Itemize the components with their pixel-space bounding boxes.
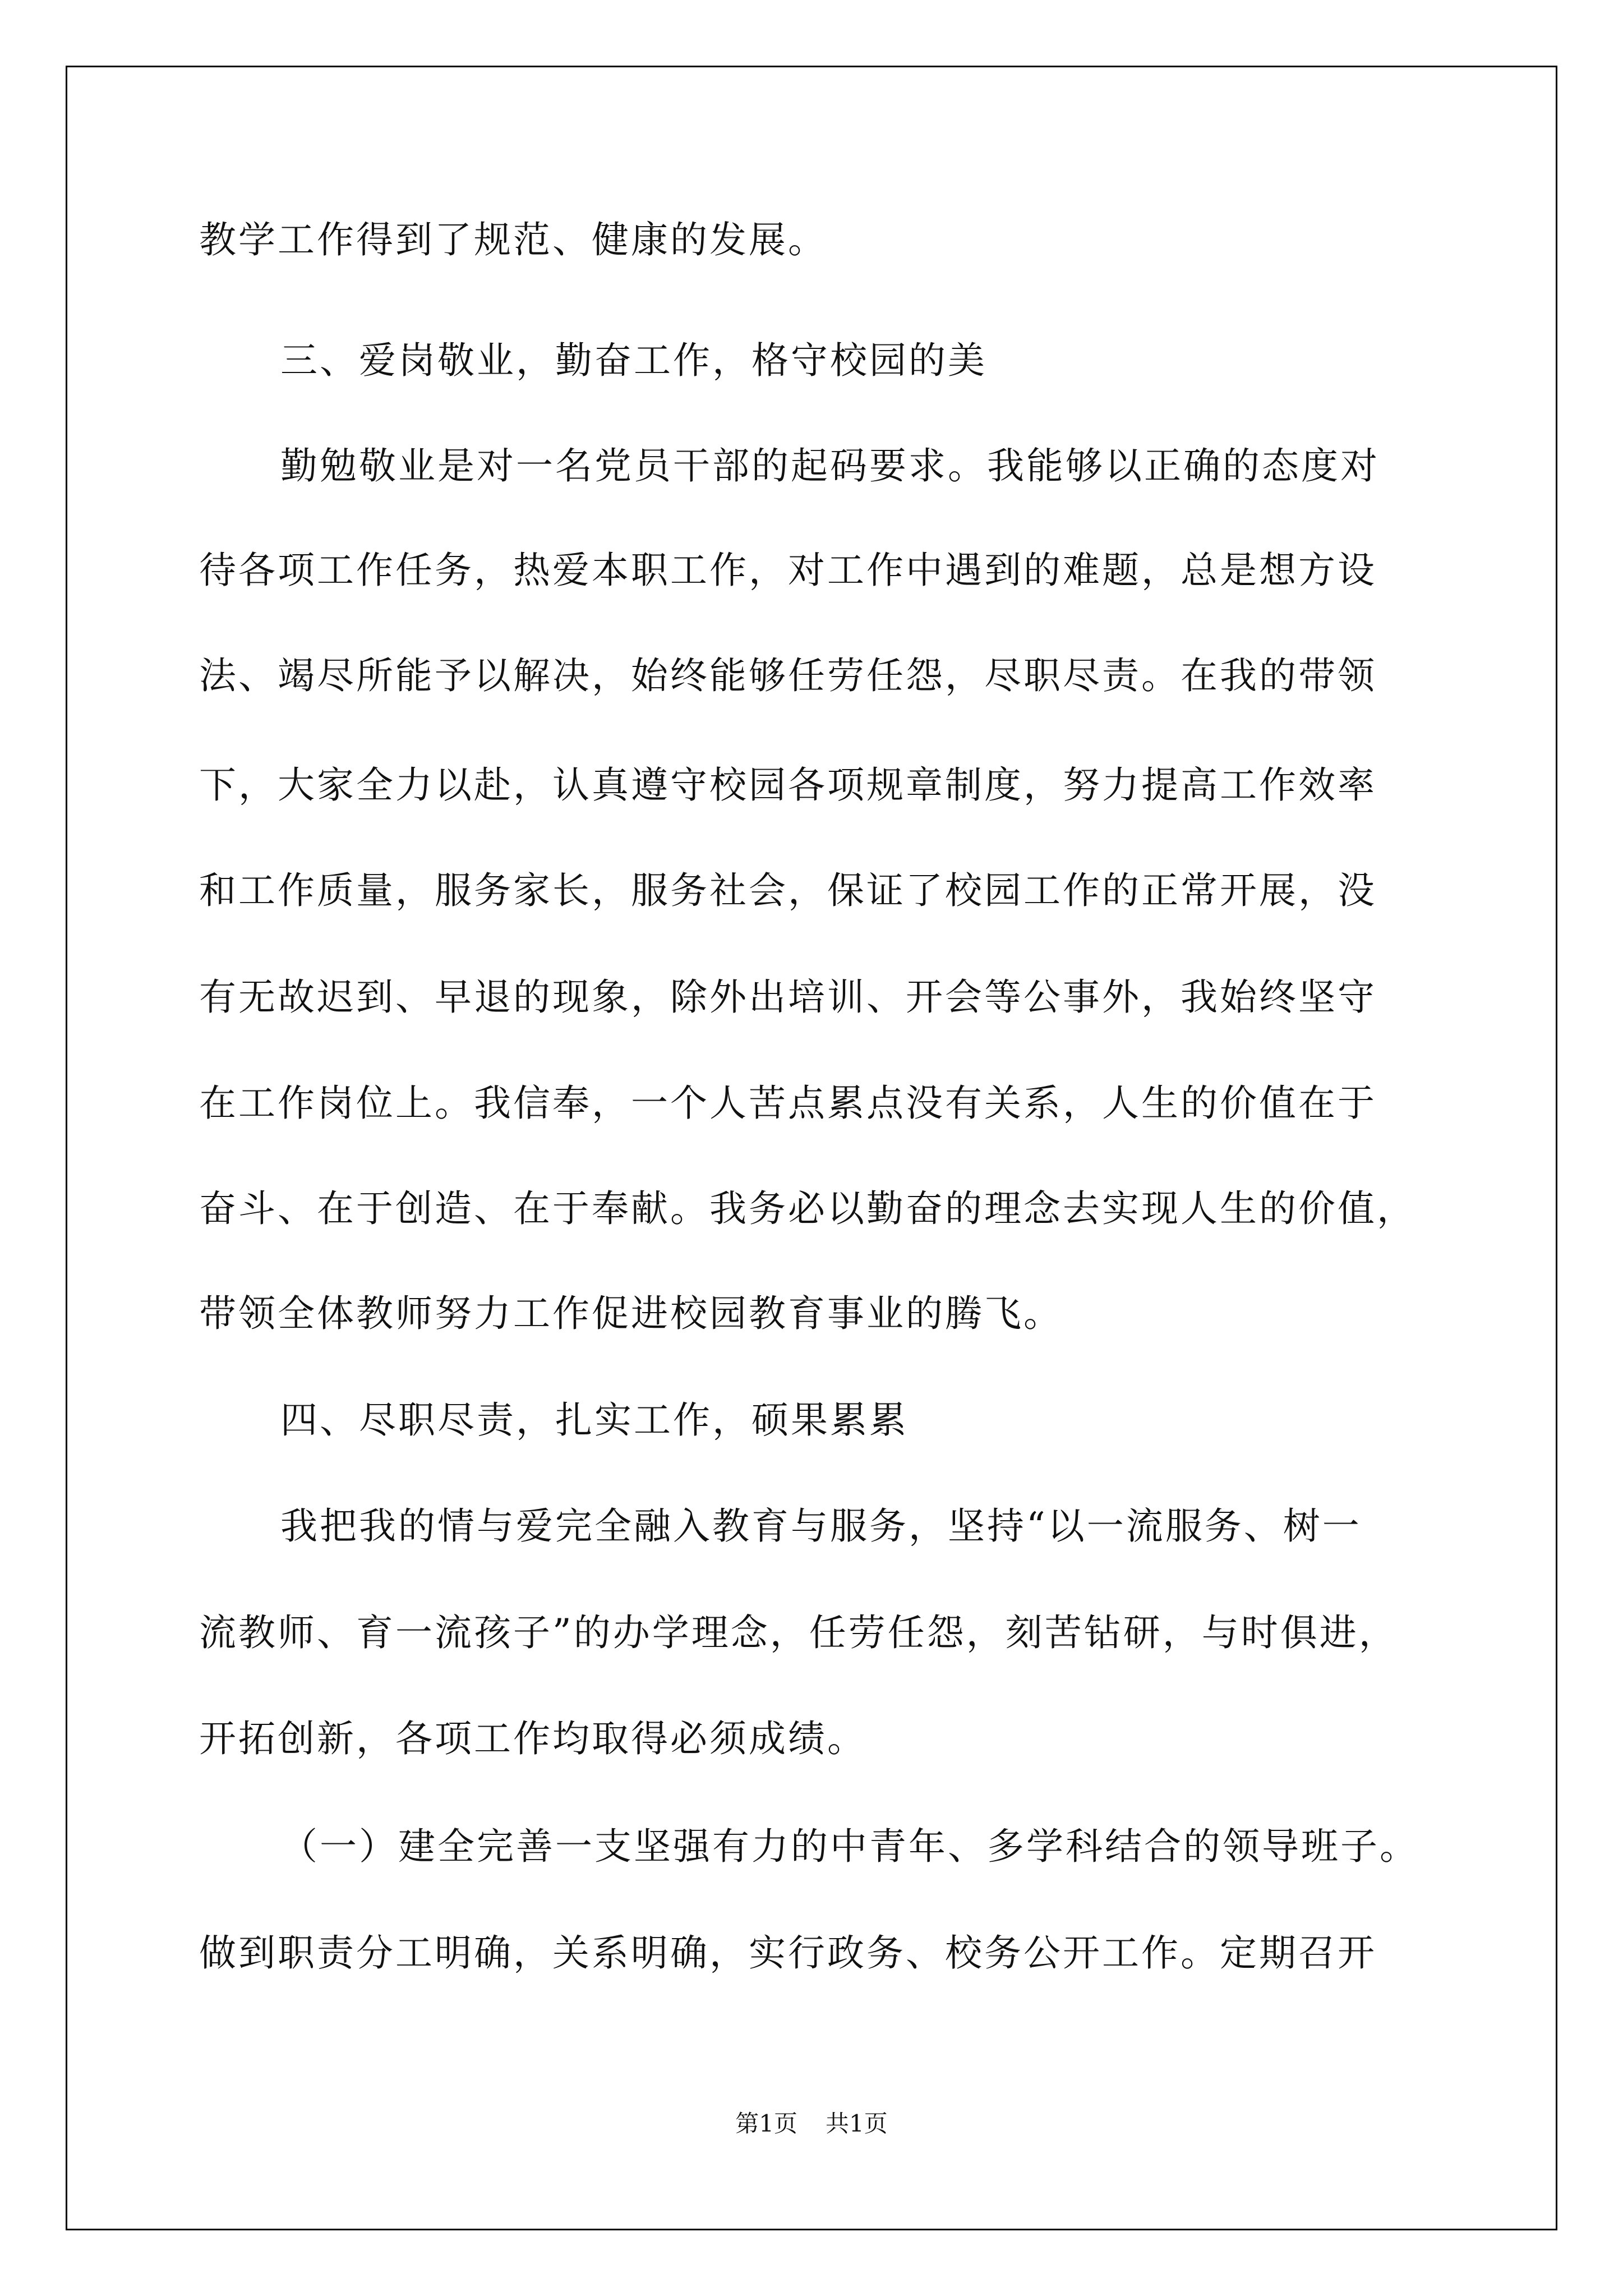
page-number: 第1页 <box>735 2110 797 2137</box>
text-line: 和工作质量，服务家长，服务社会，保证了校园工作的正常开展，没 <box>199 869 1377 912</box>
page-border <box>66 66 1557 2230</box>
text-line: 做到职责分工明确，关系明确，实行政务、校务公开工作。定期召开 <box>199 1931 1377 1975</box>
text-line: （一）建全完善一支坚强有力的中青年、多学科结合的领导班子。 <box>280 1825 1419 1868</box>
text-line: 带领全体教师努力工作促进校园教育事业的腾飞。 <box>199 1292 1063 1335</box>
text-line: 待各项工作任务，热爱本职工作，对工作中遇到的难题，总是想方设 <box>199 549 1377 592</box>
text-line: 教学工作得到了规范、健康的发展。 <box>199 218 827 261</box>
section-heading: 四、尽职尽责，扎实工作，硕果累累 <box>280 1398 909 1442</box>
section-heading: 三、爱岗敬业，勤奋工作，格守校园的美 <box>280 339 987 382</box>
text-line: 流教师、育一流孩子”的办学理念，任劳任怨，刻苦钻研，与时俱进， <box>199 1611 1398 1654</box>
text-line: 在工作岗位上。我信奉，一个人苦点累点没有关系，人生的价值在于 <box>199 1082 1377 1125</box>
text-line: 法、竭尽所能予以解决，始终能够任劳任怨，尽职尽责。在我的带领 <box>199 654 1377 697</box>
text-line: 奋斗、在于创造、在于奉献。我务必以勤奋的理念去实现人生的价值， <box>199 1187 1416 1230</box>
text-line: 我把我的情与爱完全融入教育与服务，坚持“以一流服务、树一 <box>280 1504 1362 1548</box>
page-total: 共1页 <box>826 2110 888 2137</box>
text-line: 开拓创新，各项工作均取得必须成绩。 <box>199 1717 866 1760</box>
text-line: 下，大家全力以赴，认真遵守校园各项规章制度，努力提高工作效率 <box>199 763 1377 807</box>
text-line: 有无故迟到、早退的现象，除外出培训、开会等公事外，我始终坚守 <box>199 976 1377 1019</box>
page-footer <box>0 2108 1623 2139</box>
text-line: 勤勉敬业是对一名党员干部的起码要求。我能够以正确的态度对 <box>280 444 1380 487</box>
